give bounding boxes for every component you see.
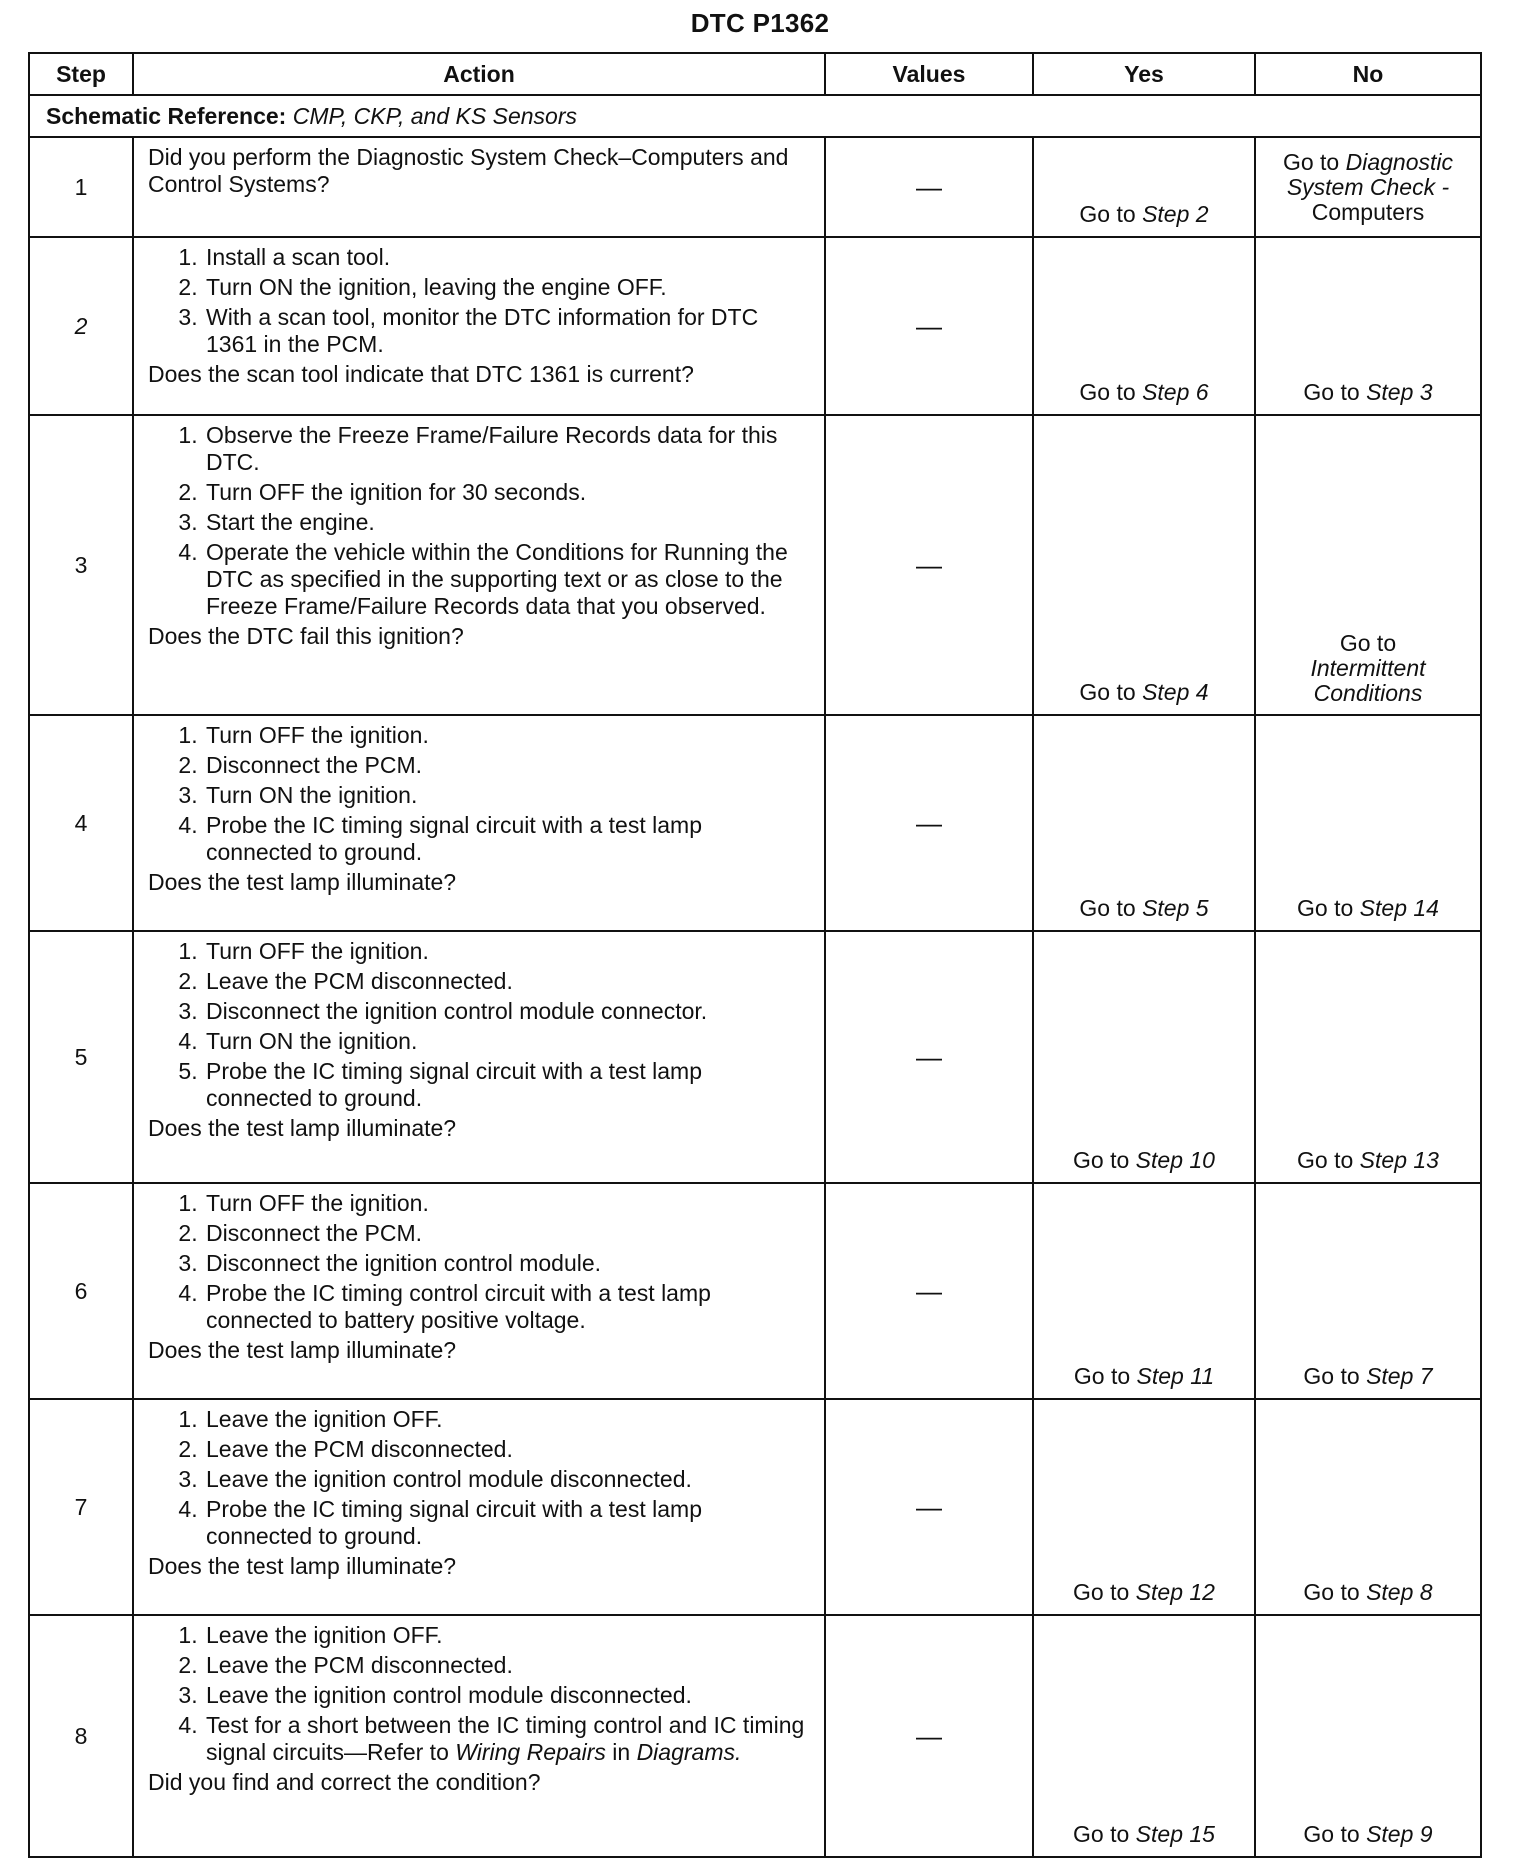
action-cell bbox=[133, 237, 825, 415]
yes-cell bbox=[1033, 715, 1255, 931]
go-to-label: Go to bbox=[1303, 1579, 1360, 1605]
action-item: 1. Leave the ignition OFF. bbox=[204, 1406, 814, 1433]
no-ref-line1: Diagnostic bbox=[1345, 148, 1454, 175]
no-cell bbox=[1255, 931, 1481, 1183]
no-ref-line3: Computers bbox=[1311, 198, 1425, 225]
action-list bbox=[148, 1622, 814, 1766]
action-cell bbox=[133, 1615, 825, 1857]
yes-cell bbox=[1033, 137, 1255, 237]
yes-step-ref: Step 6 bbox=[1142, 379, 1209, 405]
diagrams-ref: Diagrams. bbox=[636, 1739, 742, 1765]
action-item: 4. Turn ON the ignition. bbox=[204, 1028, 814, 1055]
no-step-ref: Step 7 bbox=[1366, 1363, 1433, 1389]
schematic-reference-row bbox=[29, 95, 1481, 137]
go-to-label: Go to bbox=[1073, 1821, 1130, 1847]
action-item: 3. Leave the ignition control module disconnected. bbox=[204, 1682, 814, 1709]
action-item: 3. Disconnect the ignition control module. bbox=[204, 1250, 814, 1277]
action-question: Does the test lamp illuminate? bbox=[148, 1337, 457, 1363]
no-cell bbox=[1255, 1399, 1481, 1615]
action-item: 4. Probe the IC timing signal circuit with a test lamp connected to ground. bbox=[204, 812, 814, 866]
table-row bbox=[29, 1183, 1481, 1399]
no-cell bbox=[1255, 237, 1481, 415]
action-cell bbox=[133, 415, 825, 715]
action-item: 3. With a scan tool, monitor the DTC information for DTC 1361 in the PCM. bbox=[204, 304, 814, 358]
header-step: Step bbox=[29, 53, 133, 95]
go-to-label: Go to bbox=[1303, 1821, 1360, 1847]
go-to-label: Go to bbox=[1282, 148, 1340, 175]
go-to-label: Go to bbox=[1079, 895, 1136, 921]
schematic-label: Schematic Reference: bbox=[46, 102, 287, 129]
action-cell bbox=[133, 715, 825, 931]
action-cell bbox=[133, 137, 825, 237]
go-to-label: Go to bbox=[1303, 379, 1360, 405]
action-item: 2. Leave the PCM disconnected. bbox=[204, 968, 814, 995]
action-item-text: in bbox=[612, 1739, 631, 1765]
no-step-ref: Step 8 bbox=[1366, 1579, 1433, 1605]
table-row bbox=[29, 1615, 1481, 1857]
header-no: No bbox=[1255, 53, 1481, 95]
yes-step-ref: Step 2 bbox=[1142, 201, 1209, 227]
no-step-ref: Step 13 bbox=[1359, 1147, 1439, 1173]
action-item: 1. Observe the Freeze Frame/Failure Records data for this DTC. bbox=[204, 422, 814, 476]
action-item: 2. Leave the PCM disconnected. bbox=[204, 1436, 814, 1463]
step-number: 6 bbox=[29, 1183, 133, 1399]
action-item: 3. Turn ON the ignition. bbox=[204, 782, 814, 809]
no-cell bbox=[1255, 1615, 1481, 1857]
no-cell bbox=[1255, 137, 1481, 237]
action-question: Does the DTC fail this ignition? bbox=[148, 623, 464, 649]
action-item: 2. Turn OFF the ignition for 30 seconds. bbox=[204, 479, 814, 506]
go-to-label: Go to bbox=[1079, 379, 1136, 405]
action-item: 2. Leave the PCM disconnected. bbox=[204, 1652, 814, 1679]
action-cell bbox=[133, 1399, 825, 1615]
yes-step-ref: Step 4 bbox=[1142, 679, 1209, 705]
table-row bbox=[29, 237, 1481, 415]
go-to-label: Go to bbox=[1303, 1363, 1360, 1389]
header-row bbox=[29, 53, 1481, 95]
action-list bbox=[148, 244, 814, 358]
schematic-value: CMP, CKP, and KS Sensors bbox=[292, 102, 577, 129]
action-item: 1. Turn OFF the ignition. bbox=[204, 722, 814, 749]
table-row bbox=[29, 415, 1481, 715]
step-number: 3 bbox=[29, 415, 133, 715]
values-cell: — bbox=[825, 1615, 1033, 1857]
step-number: 1 bbox=[29, 137, 133, 237]
page-title: DTC P1362 bbox=[690, 8, 830, 38]
action-item bbox=[204, 1712, 814, 1766]
action-item: 4. Probe the IC timing control circuit with a test lamp connected to battery positive voltage. bbox=[204, 1280, 814, 1334]
step-number: 4 bbox=[29, 715, 133, 931]
action-cell bbox=[133, 1183, 825, 1399]
action-item: 1. Leave the ignition OFF. bbox=[204, 1622, 814, 1649]
action-question: Did you perform the Diagnostic System Check–Computers and Control Systems? bbox=[148, 144, 789, 197]
go-to-label: Go to bbox=[1297, 1147, 1354, 1173]
go-to-label: Go to bbox=[1073, 1579, 1130, 1605]
action-item: 2. Disconnect the PCM. bbox=[204, 752, 814, 779]
action-item: 3. Leave the ignition control module disconnected. bbox=[204, 1466, 814, 1493]
action-list bbox=[148, 938, 814, 1112]
schematic-reference bbox=[29, 95, 1481, 137]
action-item: 4. Probe the IC timing signal circuit with a test lamp connected to ground. bbox=[204, 1496, 814, 1550]
header-yes: Yes bbox=[1033, 53, 1255, 95]
yes-cell bbox=[1033, 415, 1255, 715]
values-cell: — bbox=[825, 931, 1033, 1183]
header-action: Action bbox=[133, 53, 825, 95]
action-question: Does the test lamp illuminate? bbox=[148, 1115, 457, 1141]
go-to-label: Go to bbox=[1339, 630, 1397, 656]
table-row bbox=[29, 931, 1481, 1183]
table-row bbox=[29, 1399, 1481, 1615]
yes-step-ref: Step 5 bbox=[1142, 895, 1209, 921]
step-number-text: 2 bbox=[74, 312, 88, 339]
action-item: 3. Start the engine. bbox=[204, 509, 814, 536]
action-list bbox=[148, 722, 814, 866]
no-cell bbox=[1255, 1183, 1481, 1399]
action-item: 2. Disconnect the PCM. bbox=[204, 1220, 814, 1247]
go-to-label: Go to bbox=[1073, 1147, 1130, 1173]
table-row bbox=[29, 715, 1481, 931]
wiring-repairs-ref: Wiring Repairs bbox=[455, 1739, 606, 1765]
action-question: Did you find and correct the condition? bbox=[148, 1769, 541, 1795]
go-to-label: Go to bbox=[1079, 201, 1136, 227]
action-item: 5. Probe the IC timing signal circuit with a test lamp connected to ground. bbox=[204, 1058, 814, 1112]
action-item: 4. Operate the vehicle within the Conditions for Running the DTC as specified in the supporting text or as close to the Freeze Frame/Failure Records data that you observed. bbox=[204, 539, 814, 620]
action-item: 1. Install a scan tool. bbox=[204, 244, 814, 271]
yes-step-ref: Step 15 bbox=[1135, 1821, 1215, 1847]
step-number: 5 bbox=[29, 931, 133, 1183]
action-list bbox=[148, 1190, 814, 1334]
step-number bbox=[29, 237, 133, 415]
action-cell bbox=[133, 931, 825, 1183]
no-ref-line3: Conditions bbox=[1313, 680, 1423, 706]
values-cell: — bbox=[825, 415, 1033, 715]
action-item: 1. Turn OFF the ignition. bbox=[204, 938, 814, 965]
yes-step-ref: Step 11 bbox=[1136, 1363, 1215, 1389]
no-ref-line2: System Check - bbox=[1286, 173, 1450, 200]
values-cell: — bbox=[825, 1183, 1033, 1399]
action-list bbox=[148, 1406, 814, 1550]
values-cell: — bbox=[825, 237, 1033, 415]
yes-cell bbox=[1033, 1183, 1255, 1399]
go-to-label: Go to bbox=[1297, 895, 1354, 921]
diagnostic-table bbox=[28, 52, 1482, 1858]
action-item: 1. Turn OFF the ignition. bbox=[204, 1190, 814, 1217]
step-number: 8 bbox=[29, 1615, 133, 1857]
action-list bbox=[148, 422, 814, 620]
action-question: Does the test lamp illuminate? bbox=[148, 1553, 457, 1579]
yes-step-ref: Step 12 bbox=[1135, 1579, 1215, 1605]
step-number: 7 bbox=[29, 1399, 133, 1615]
values-cell: — bbox=[825, 137, 1033, 237]
no-step-ref: Step 3 bbox=[1366, 379, 1433, 405]
action-item-text: Test for a short between the IC timing control and IC timing signal circuits—Refer to bbox=[206, 1712, 805, 1765]
yes-cell bbox=[1033, 931, 1255, 1183]
table-row bbox=[29, 137, 1481, 237]
no-ref-line2: Intermittent bbox=[1310, 655, 1426, 681]
action-item: 3. Disconnect the ignition control module connector. bbox=[204, 998, 814, 1025]
yes-cell bbox=[1033, 237, 1255, 415]
go-to-label: Go to bbox=[1079, 679, 1136, 705]
go-to-label: Go to bbox=[1073, 1363, 1131, 1389]
no-cell bbox=[1255, 715, 1481, 931]
header-values: Values bbox=[825, 53, 1033, 95]
values-cell: — bbox=[825, 715, 1033, 931]
no-step-ref: Step 14 bbox=[1359, 895, 1439, 921]
no-cell bbox=[1255, 415, 1481, 715]
yes-cell bbox=[1033, 1615, 1255, 1857]
action-question: Does the test lamp illuminate? bbox=[148, 869, 457, 895]
yes-cell bbox=[1033, 1399, 1255, 1615]
yes-step-ref: Step 10 bbox=[1135, 1147, 1215, 1173]
action-item: 2. Turn ON the ignition, leaving the engine OFF. bbox=[204, 274, 814, 301]
values-cell: — bbox=[825, 1399, 1033, 1615]
no-step-ref: Step 9 bbox=[1366, 1821, 1433, 1847]
action-question: Does the scan tool indicate that DTC 1361 is current? bbox=[148, 361, 694, 387]
